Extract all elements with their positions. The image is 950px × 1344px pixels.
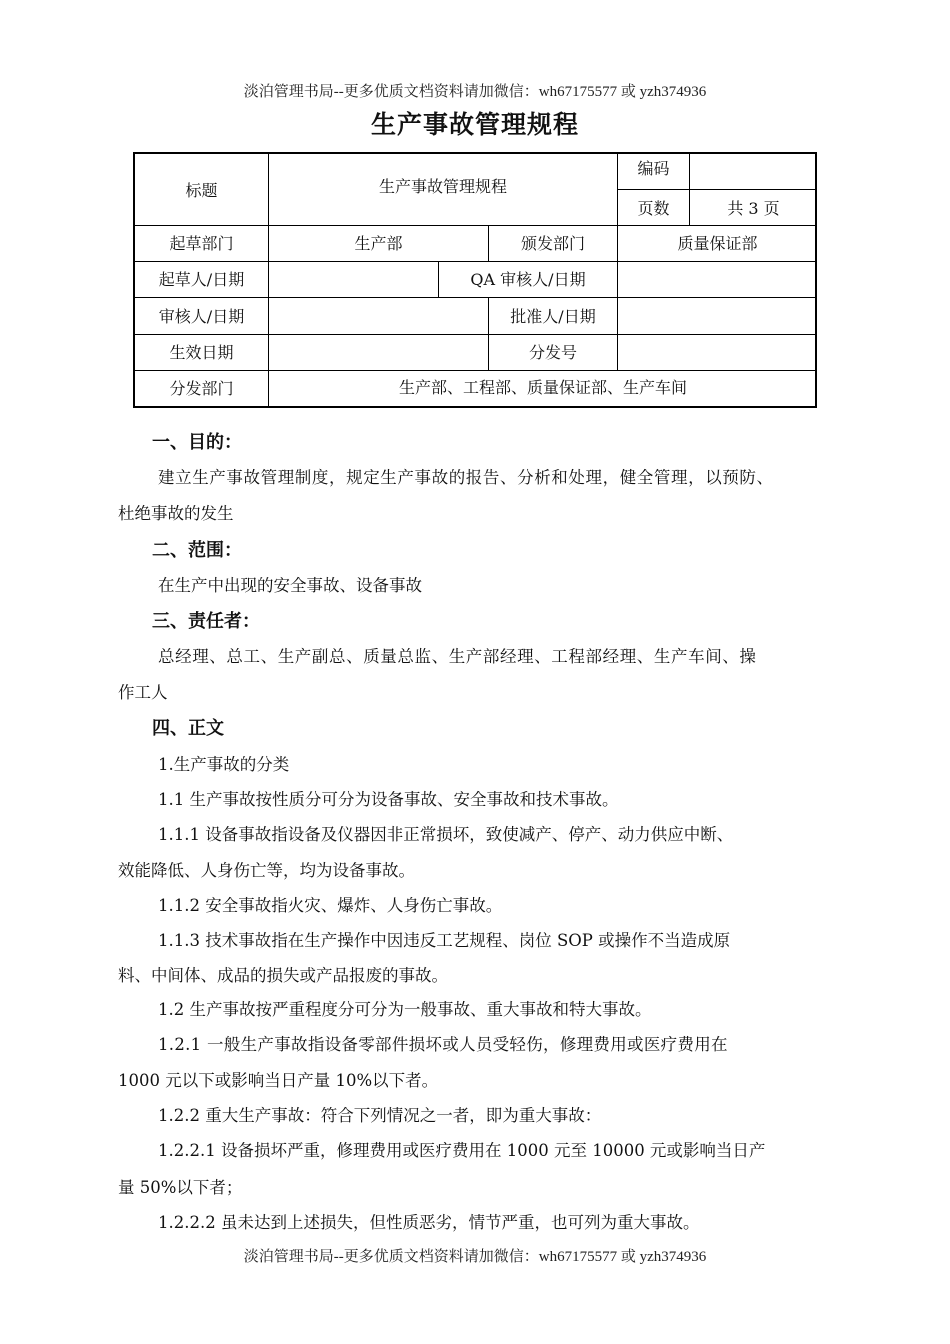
issue-dept-label: 颁发部门	[520, 233, 585, 253]
qa-reviewer-label: QA 审核人/日期	[470, 269, 586, 289]
distribution-number-label: 分发号	[528, 343, 577, 362]
paragraph: 1.2.1 一般生产事故指设备零部件损坏或人员受轻伤，修理费用或医疗费用在	[158, 1035, 728, 1054]
paragraph: 1.2.2.1 设备损坏严重，修理费用或医疗费用在 1000 元至 10000 元或影响当日产	[158, 1141, 766, 1160]
paragraph: 在生产中出现的安全事故、设备事故	[158, 576, 422, 595]
paragraph: 效能降低、人身伤亡等，均为设备事故。	[118, 861, 415, 880]
code-value	[690, 154, 817, 189]
paragraph: 料、中间体、成品的损失或产品报废的事故。	[118, 966, 448, 985]
section-heading-purpose: 一、目的：	[152, 432, 242, 453]
effective-date-label: 生效日期	[169, 343, 234, 362]
paragraph: 1.1.2 安全事故指火灾、爆炸、人身伤亡事故。	[158, 896, 503, 915]
draft-dept-value: 生产部	[354, 233, 403, 253]
paragraph: 1.1.3 技术事故指在生产操作中因违反工艺规程、岗位 SOP 或操作不当造成原	[158, 931, 731, 950]
paragraph: 1.生产事故的分类	[158, 755, 290, 774]
paragraph: 杜绝事故的发生	[118, 504, 234, 523]
paragraph: 1.1.1 设备事故指设备及仪器因非正常损坏，致使减产、停产、动力供应中断、	[158, 825, 734, 844]
document-info-table	[133, 152, 817, 408]
section-heading-main-text: 四、正文	[152, 718, 224, 739]
paragraph: 1.1 生产事故按性质分可分为设备事故、安全事故和技术事故。	[158, 790, 619, 809]
issue-dept-value: 质量保证部	[677, 233, 758, 253]
paragraph: 量 50%以下者；	[118, 1178, 243, 1197]
paragraph: 作工人	[118, 683, 168, 702]
pages-label: 页数	[637, 199, 670, 218]
pages-value: 共 3 页	[727, 199, 780, 218]
code-label: 编码	[637, 158, 670, 178]
section-heading-scope: 二、范围：	[152, 540, 242, 561]
paragraph: 1.2.2.2 虽未达到上述损失，但性质恶劣，情节严重，也可列为重大事故。	[158, 1213, 700, 1232]
draft-dept-label: 起草部门	[169, 233, 234, 253]
reviewer-label: 审核人/日期	[158, 306, 245, 326]
paragraph: 1000 元以下或影响当日产量 10%以下者。	[118, 1071, 439, 1090]
distribution-dept-value: 生产部、工程部、质量保证部、生产车间	[398, 378, 687, 397]
section-heading-responsible: 三、责任者：	[152, 611, 260, 632]
drafter-label: 起草人/日期	[158, 269, 245, 289]
paragraph: 总经理、总工、生产副总、质量总监、生产部经理、工程部经理、生产车间、操	[158, 647, 757, 666]
title-value: 生产事故管理规程	[378, 176, 507, 196]
header-note: 淡泊管理书局--更多优质文档资料请加微信：wh67175577 或 yzh374936	[243, 84, 707, 100]
footer-note: 淡泊管理书局--更多优质文档资料请加微信：wh67175577 或 yzh374936	[243, 1249, 707, 1265]
page-title: 生产事故管理规程	[370, 110, 579, 139]
paragraph: 建立生产事故管理制度，规定生产事故的报告、分析和处理，健全管理，以预防、	[158, 468, 774, 487]
paragraph: 1.2.2 重大生产事故：符合下列情况之一者，即为重大事故：	[158, 1106, 602, 1125]
approver-label: 批准人/日期	[510, 306, 596, 326]
title-label: 标题	[185, 181, 218, 200]
distribution-dept-label: 分发部门	[169, 379, 234, 398]
paragraph: 1.2 生产事故按严重程度分可分为一般事故、重大事故和特大事故。	[158, 1000, 652, 1019]
